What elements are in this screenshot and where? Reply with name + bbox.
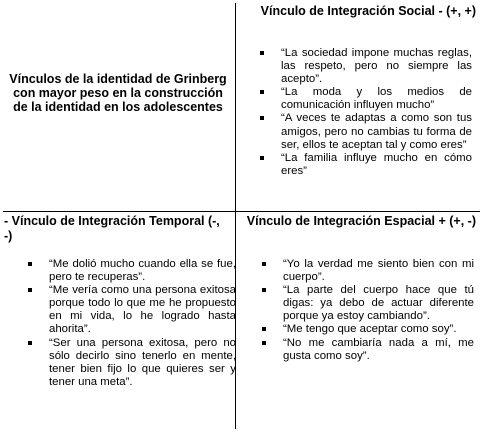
quote-text: “A veces te adaptas a como son tus amigos, pero no cambias tu forma de ser, ellos te aceptan tal y como eres”	[281, 112, 472, 151]
bullet-icon	[28, 341, 32, 345]
quote-text: “La moda y los medios de comunicación influyen mucho”	[281, 86, 472, 112]
quote-text: “Me tengo que aceptar como soy”.	[283, 323, 457, 336]
quote-text: “Me vería como una persona exitosa porque todo lo que me he propuesto en mi vida, lo he logrado hasta ahorita”.	[49, 284, 236, 336]
bullet-icon	[262, 262, 266, 266]
bullet-icon	[260, 90, 264, 94]
temporal-heading: - Vínculo de Integración Temporal (-, -)	[4, 214, 220, 243]
list-item	[256, 86, 472, 112]
bullet-icon	[262, 341, 266, 345]
center-title: Vínculos de la identidad de Grinberg con mayor peso en la construcción de la identidad en los adolescentes	[9, 72, 227, 114]
bullet-icon	[262, 288, 266, 292]
horizontal-divider	[3, 211, 480, 212]
list-item	[256, 152, 472, 178]
list-item	[258, 284, 474, 323]
social-quotes-list	[256, 47, 472, 178]
list-item	[256, 47, 472, 86]
bullet-icon	[262, 327, 266, 331]
list-item	[258, 258, 474, 284]
list-item	[256, 112, 472, 151]
list-item	[24, 284, 236, 336]
list-item	[24, 258, 236, 284]
bullet-icon	[260, 156, 264, 160]
quote-text: “Ser una persona exitosa, pero no sólo decirlo sino tenerlo en mente, tener bien fijo lo que quieres ser y tener una meta”.	[49, 336, 236, 388]
espacial-heading: Vínculo de Integración Espacial + (+, -)	[246, 214, 476, 228]
list-item	[258, 337, 474, 363]
bullet-icon	[260, 51, 264, 55]
quote-text: “Me dolió mucho cuando ella se fue, pero te recuperas”.	[49, 258, 236, 284]
quote-text: “Yo la verdad me siento bien con mi cuerpo”.	[283, 258, 474, 284]
quote-text: “No me cambiaría nada a mí, me gusta como soy”.	[283, 336, 474, 362]
temporal-quotes-list	[24, 258, 236, 389]
quote-text: “La parte del cuerpo hace que tú digas: ya debo de actuar diferente porque ya estoy cambiando”.	[283, 284, 474, 323]
bullet-icon	[28, 262, 32, 266]
quote-text: “La sociedad impone muchas reglas, las respeto, pero no siempre las acepto”.	[281, 47, 472, 86]
quote-text: “La familia influye mucho en cómo eres”	[281, 151, 472, 177]
bullet-icon	[28, 288, 32, 292]
list-item	[258, 323, 474, 336]
bullet-icon	[260, 116, 264, 120]
list-item	[24, 337, 236, 389]
espacial-quotes-list	[258, 258, 474, 363]
social-heading: Vínculo de Integración Social - (+, +)	[260, 4, 476, 18]
